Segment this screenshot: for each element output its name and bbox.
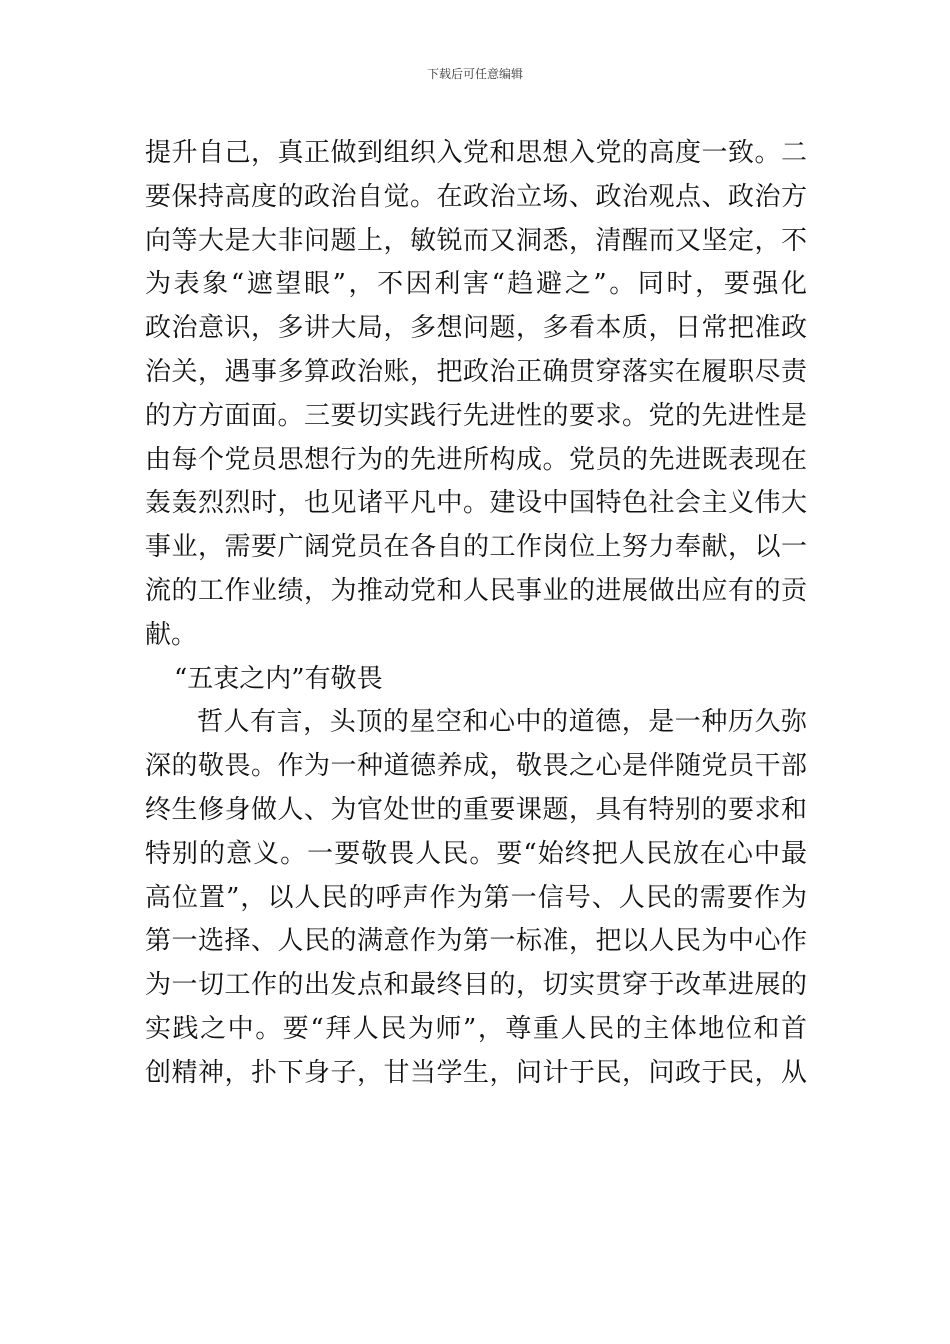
text-line: 政治意识，多讲大局，多想问题，多看本质，日常把准政 — [145, 313, 807, 344]
text-line: 为表象“遮望眼”，不因利害“趋避之”。同时，要强化 — [145, 269, 807, 300]
page-header: 下载后可任意编辑 — [426, 67, 523, 81]
text-line: 高位置”，以人民的呼声作为第一信号、人民的需要作为 — [145, 882, 807, 913]
text-line: 提升自己，真正做到组织入党和思想入党的高度一致。二 — [145, 138, 807, 168]
text-line: 治关，遇事多算政治账，把政治正确贯穿落实在履职尽责 — [145, 356, 807, 387]
text-line: 献。 — [145, 619, 198, 650]
document-body — [145, 132, 807, 1096]
text-line: 轰轰烈烈时，也见诸平凡中。建设中国特色社会主义伟大 — [145, 488, 807, 519]
text-line: 事业，需要广阔党员在各自的工作岗位上努力奉献，以一 — [145, 532, 807, 563]
text-line: 流的工作业绩，为推动党和人民事业的进展做出应有的贡 — [145, 575, 807, 606]
text-line: 要保持高度的政治自觉。在政治立场、政治观点、政治方 — [145, 181, 807, 212]
section-heading: “五衷之内”有敬畏 — [174, 663, 383, 694]
text-line: 终生修身做人、为官处世的重要课题，具有特别的要求和 — [145, 794, 807, 825]
text-line: 向等大是大非问题上，敏锐而又洞悉，清醒而又坚定，不 — [145, 225, 807, 256]
text-line: 的方方面面。三要切实践行先进性的要求。党的先进性是 — [145, 400, 807, 431]
text-line: 创精神，扑下身子，甘当学生，问计于民，问政于民，从 — [145, 1057, 807, 1088]
text-line: 特别的意义。一要敬畏人民。要“始终把人民放在心中最 — [145, 838, 807, 869]
text-line: 深的敬畏。作为一种道德养成，敬畏之心是伴随党员干部 — [145, 751, 807, 782]
text-line: 为一切工作的出发点和最终目的，切实贯穿于改革进展的 — [145, 970, 807, 1001]
text-line: 哲人有言，头顶的星空和心中的道德，是一种历久弥 — [197, 707, 807, 738]
text-line: 第一选择、人民的满意作为第一标准，把以人民为中心作 — [145, 926, 807, 957]
text-line: 由每个党员思想行为的先进所构成。党员的先进既表现在 — [145, 444, 807, 475]
text-line: 实践之中。要“拜人民为师”，尊重人民的主体地位和首 — [145, 1013, 807, 1044]
